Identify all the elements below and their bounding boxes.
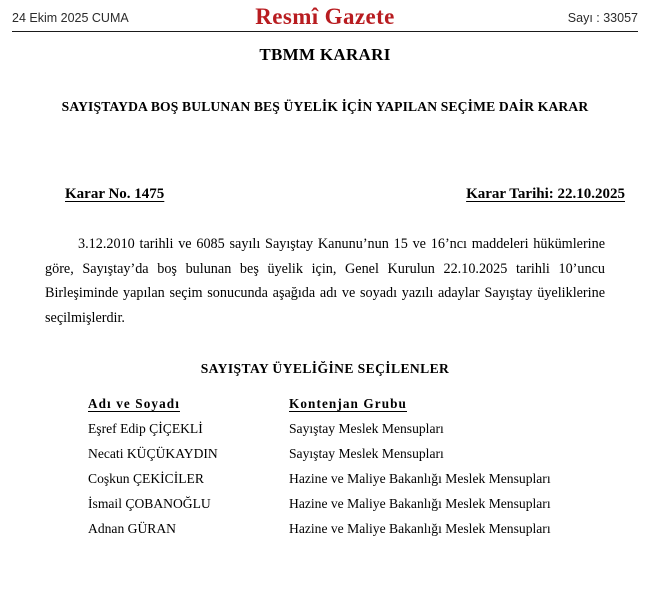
member-name: İsmail ÇOBANOĞLU [88,496,211,511]
member-group: Sayıştay Meslek Mensupları [289,446,444,461]
table-row [88,421,588,446]
table-row [88,471,588,496]
decision-meta [65,186,625,203]
member-group: Hazine ve Maliye Bakanlığı Meslek Mensupları [289,521,551,536]
table-header-row [88,396,588,421]
table-row [88,446,588,471]
gazette-issue-number: Sayı : 33057 [567,11,638,25]
member-name: Coşkun ÇEKİCİLER [88,471,204,486]
member-name: Adnan GÜRAN [88,521,176,536]
member-group: Hazine ve Maliye Bakanlığı Meslek Mensupları [289,496,551,511]
masthead-divider [12,31,638,32]
table-body [88,421,588,546]
decision-body-text: 3.12.2010 tarihli ve 6085 sayılı Sayıştay Kanunu’nun 15 ve 16’ncı maddeleri hükümlerine göre, Sayıştay’da boş bulunan beş üyelik için, Genel Kurulun 22.10.2025 tarihli 10’uncu Birleşiminde yapılan seçim sonucunda aşağıda adı ve soyadı yazılı adaylar Sayıştay üyeliklerine seçilmişlerdir. [45,236,605,326]
member-group: Sayıştay Meslek Mensupları [289,421,444,436]
decision-subject-heading: SAYIŞTAYDA BOŞ BULUNAN BEŞ ÜYELİK İÇİN YAPILAN SEÇİME DAİR KARAR [61,99,589,114]
page-title: TBMM KARARI [259,45,391,64]
masthead [12,6,638,30]
member-group: Hazine ve Maliye Bakanlığı Meslek Mensupları [289,471,551,486]
table-row [88,521,588,546]
member-name: Eşref Edip ÇİÇEKLİ [88,421,203,436]
decision-number: Karar No. 1475 [65,186,165,202]
decision-date: Karar Tarihi: 22.10.2025 [466,186,625,202]
table-row [88,496,588,521]
column-header-name: Adı ve Soyadı [88,396,180,411]
gazette-title: Resmî Gazete [255,4,395,29]
member-name: Necati KÜÇÜKAYDIN [88,446,218,461]
elected-list-heading: SAYIŞTAY ÜYELİĞİNE SEÇİLENLER [200,361,450,376]
gazette-date: 24 Ekim 2025 CUMA [12,11,129,25]
elected-members-table [88,396,588,546]
column-header-group: Kontenjan Grubu [289,396,407,411]
